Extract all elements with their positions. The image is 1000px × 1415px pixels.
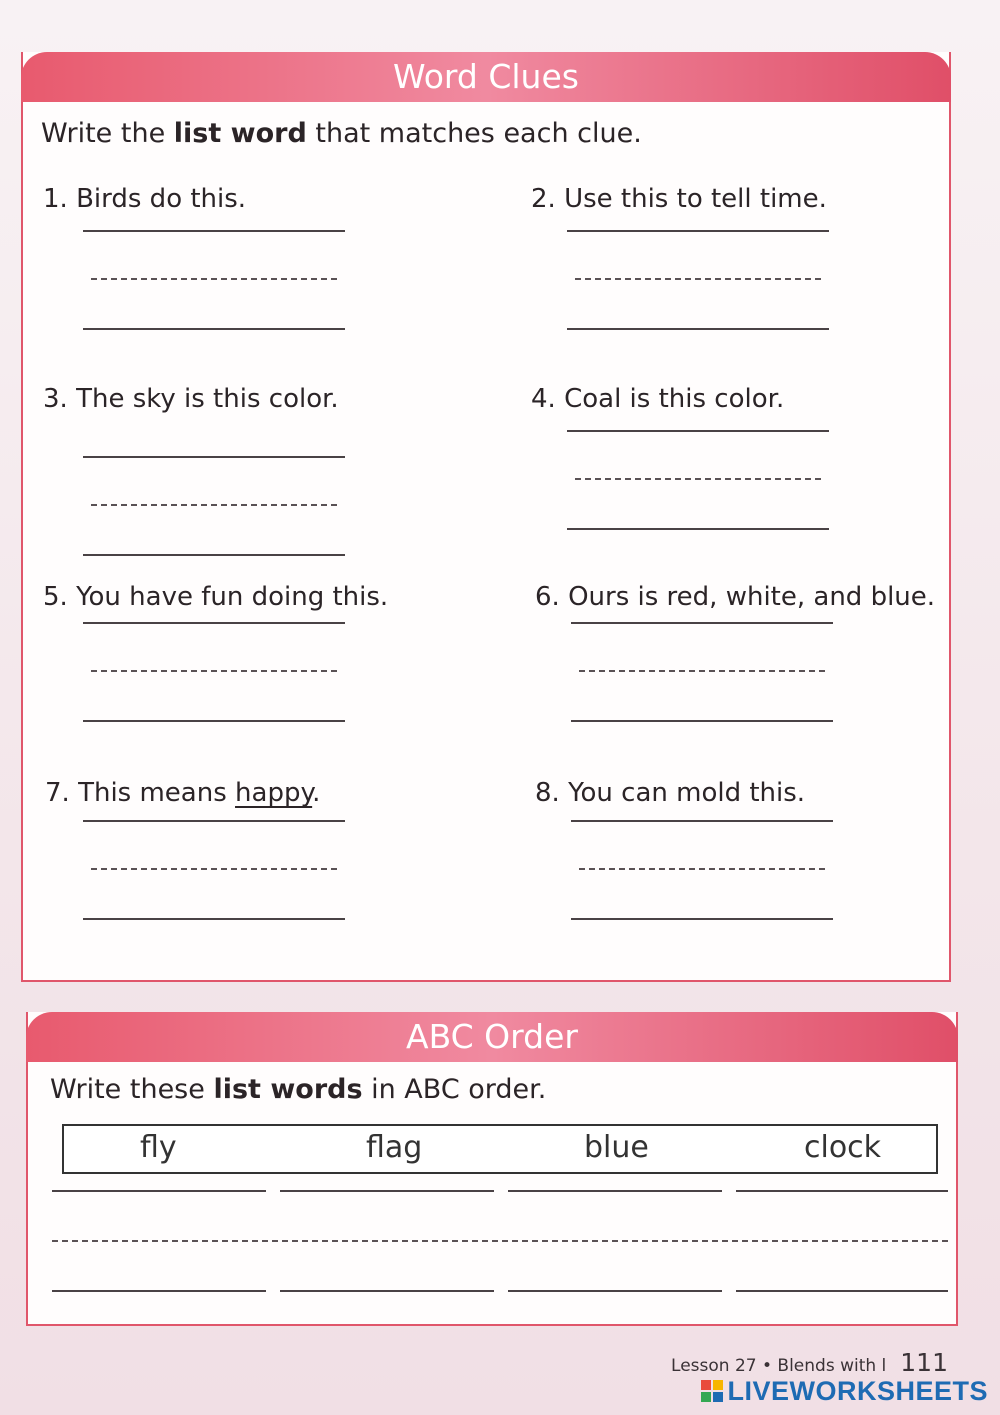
clue-3-base-line[interactable] <box>83 554 345 556</box>
abc-order-instruction: Write these list words in ABC order. <box>50 1074 547 1105</box>
lesson-label: Lesson 27 • Blends with l <box>671 1356 887 1376</box>
word-blue: blue <box>584 1130 649 1165</box>
abc-top-line-4[interactable] <box>736 1190 948 1192</box>
word-clock: clock <box>804 1130 882 1165</box>
clue-4-mid-dashes <box>575 478 821 480</box>
word-clues-instruction: Write the list word that matches each clue. <box>41 118 642 149</box>
brand-logo[interactable]: LIVEWORKSHEETS <box>701 1376 988 1407</box>
clue-2-top-line[interactable] <box>567 230 829 232</box>
word-clues-section <box>21 52 951 982</box>
clue-2-text: 2. Use this to tell time. <box>531 184 827 214</box>
abc-base-line-3[interactable] <box>508 1290 722 1292</box>
clue-7-mid-dashes <box>91 868 337 870</box>
word-clues-header: Word Clues <box>21 52 951 102</box>
clue-4-text: 4. Coal is this color. <box>531 384 785 414</box>
abc-top-line-2[interactable] <box>280 1190 494 1192</box>
abc-base-line-2[interactable] <box>280 1290 494 1292</box>
clue-6-mid-dashes <box>579 670 825 672</box>
clue-8-base-line[interactable] <box>571 918 833 920</box>
clue-7-base-line[interactable] <box>83 918 345 920</box>
clue-5-top-line[interactable] <box>83 622 345 624</box>
word-fly: fly <box>140 1130 177 1165</box>
clue-1-mid-dashes <box>91 278 337 280</box>
abc-order-section <box>26 1012 958 1326</box>
clue-7-text: 7. This means happy. <box>45 778 321 808</box>
clue-8-mid-dashes <box>579 868 825 870</box>
brand-grid-icon <box>701 1380 723 1402</box>
clue-6-text: 6. Ours is red, white, and blue. <box>535 582 936 612</box>
clue-8-text: 8. You can mold this. <box>535 778 806 808</box>
clue-2-mid-dashes <box>575 278 821 280</box>
clue-2-base-line[interactable] <box>567 328 829 330</box>
clue-4-base-line[interactable] <box>567 528 829 530</box>
clue-3-text: 3. The sky is this color. <box>43 384 339 414</box>
word-box <box>62 1124 938 1174</box>
clue-1-base-line[interactable] <box>83 328 345 330</box>
abc-base-line-4[interactable] <box>736 1290 948 1292</box>
clue-4-top-line[interactable] <box>567 430 829 432</box>
clue-8-top-line[interactable] <box>571 820 833 822</box>
clue-1-text: 1. Birds do this. <box>43 184 247 214</box>
clue-3-mid-dashes <box>91 504 337 506</box>
clue-5-mid-dashes <box>91 670 337 672</box>
abc-order-header: ABC Order <box>26 1012 958 1062</box>
clue-6-top-line[interactable] <box>571 622 833 624</box>
clue-6-base-line[interactable] <box>571 720 833 722</box>
clue-1-top-line[interactable] <box>83 230 345 232</box>
abc-base-line-1[interactable] <box>52 1290 266 1292</box>
abc-top-line-3[interactable] <box>508 1190 722 1192</box>
clue-3-top-line[interactable] <box>83 456 345 458</box>
clue-7-top-line[interactable] <box>83 820 345 822</box>
page-number: 111 <box>900 1348 948 1377</box>
page-footer <box>671 1348 948 1377</box>
abc-mid-dashes <box>52 1240 948 1242</box>
word-flag: flag <box>366 1130 423 1165</box>
abc-top-line-1[interactable] <box>52 1190 266 1192</box>
clue-5-text: 5. You have fun doing this. <box>43 582 389 612</box>
clue-5-base-line[interactable] <box>83 720 345 722</box>
